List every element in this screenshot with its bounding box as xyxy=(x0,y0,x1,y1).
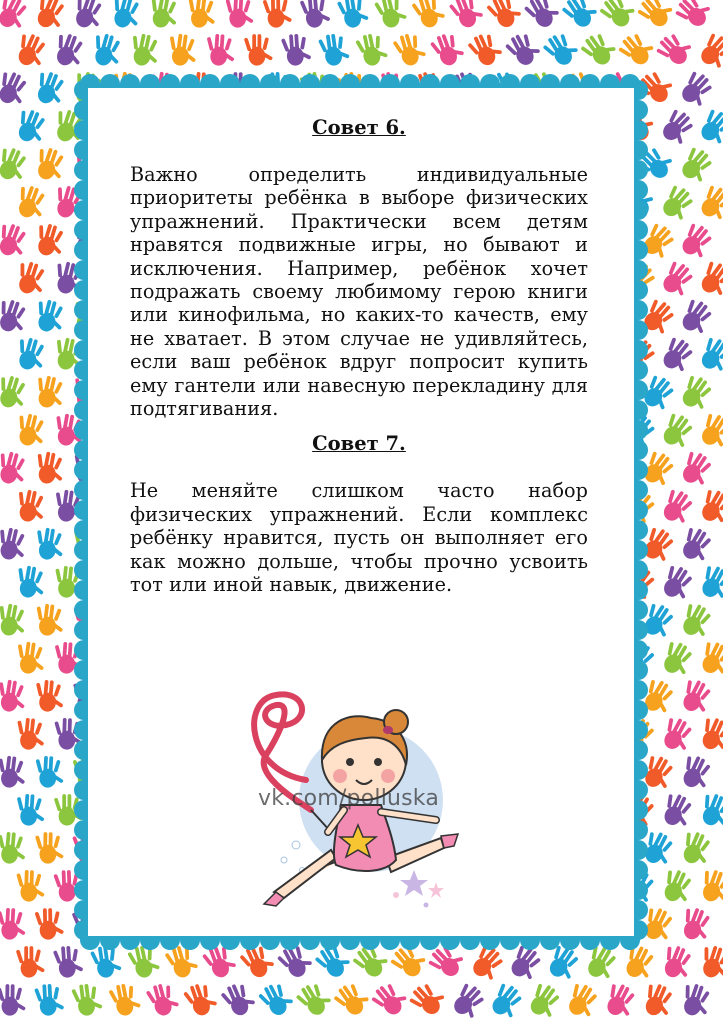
text-content xyxy=(130,112,588,597)
section-heading-6: Совет 6. xyxy=(312,116,406,139)
section-heading-7: Совет 7. xyxy=(312,432,406,456)
watermark: vk.com/polluska xyxy=(258,786,440,811)
section-body-7: Не меняйте слишком часто набор физических упражнений. Если комплекс ребёнку нравится, пусть он выполняет его как можно дольше, чтобы прочно усвоить тот или иной навык, движение. xyxy=(130,479,588,597)
section-body-6: Важно определить индивидуальные приоритеты ребёнка в выборе физических упражнений. Практически всем детям нравятся подвижные игры, но бывают и исключения. Например, ребёнок хочет подражать своему любимому герою книги или кинофильма, но каких-то качеств, ему не хватает. В этом случае не удивляйтесь, если ваш ребёнок вдруг попросит купить ему гантели или навесную перекладину для подтягивания. xyxy=(130,163,588,421)
